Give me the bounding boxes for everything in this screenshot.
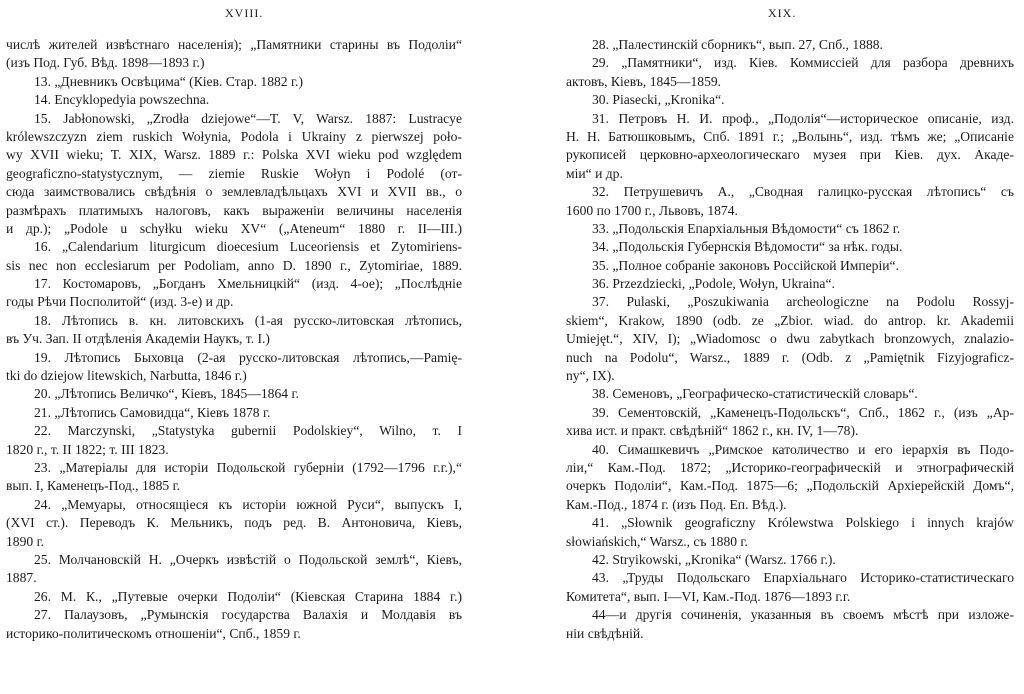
text-line: (XVI ст.). Переводъ К. Мельникъ, подъ ред. В. Антоновича, Кіевъ, bbox=[6, 515, 462, 531]
text-line: 25. Молчановскій Н. „Очеркъ извѣстій о Подольской землѣ“, Кіевъ, bbox=[34, 551, 462, 567]
text-line: geograficzno-statystycznym, — ziemie Ruskie Wołyn i Podolé (от- bbox=[6, 165, 462, 181]
text-line: 1600 по 1700 г., Львовъ, 1874. bbox=[566, 202, 738, 218]
text-line: 18. Лѣтопись в. кн. литовскихъ (1-ая русско-литовская лѣтопись, bbox=[34, 312, 462, 328]
text-line: хива ист. и практ. свѣдѣній“ 1862 г., кн. IV, 1—78). bbox=[566, 423, 859, 439]
text-line: 1887. bbox=[6, 570, 37, 586]
text-line: историко-политическомъ отношеніи“, Спб., 1859 г. bbox=[6, 625, 301, 641]
text-line: 38. Семеновъ, „Географическо-статистическій словарь“. bbox=[592, 386, 918, 402]
bibliography-text bbox=[6, 36, 462, 643]
page-number: XVIII. bbox=[225, 6, 264, 20]
text-line: вып. I, Каменецъ-Под., 1885 г. bbox=[6, 478, 181, 494]
text-line: очеркъ Подоліи“, Кам.-Под. 1875—6; „Подольскій Архіерейскій Домъ“, bbox=[566, 478, 1014, 494]
text-line: 15. Jabłonowski, „Zrodła dziejowe“—T. V, Warsz. 1887: Lustracye bbox=[34, 110, 462, 126]
text-line: Кам.-Под., 1874 г. (изъ Под. Еп. Вѣд.). bbox=[566, 496, 787, 512]
text-line: 17. Костомаровъ, „Богданъ Хмельницкій“ (изд. 4-ое); „Послѣдніе bbox=[34, 276, 462, 292]
text-line: 37. Pulaski, „Poszukiwania archeologiczne na Podolu Rossyj- bbox=[592, 294, 1014, 310]
text-line: 23. „Матеріалы для исторіи Подольской губерніи (1792—1796 г.г.),“ bbox=[34, 459, 462, 475]
text-line: 36. Przezdziecki, „Podole, Wołyn, Ukraina“. bbox=[592, 276, 835, 292]
text-line: 33. „Подольскія Епархіальныя Вѣдомости“ съ 1862 г. bbox=[592, 220, 901, 236]
text-line: 35. „Полное собраніе законовъ Россійской Имперіи“. bbox=[592, 257, 899, 273]
text-line: 32. Петрушевичъ А., „Сводная галицко-русская лѣтопись“ съ bbox=[592, 184, 1014, 200]
text-line: міи“ и др. bbox=[566, 165, 623, 181]
text-line: wy XVII wieku; T. XIX, Warsz. 1889 г.: Polska XVI wieku pod względem bbox=[6, 147, 462, 163]
page-number: XIX. bbox=[768, 6, 797, 20]
text-line: 16. „Calendarium liturgicum dioecesium Luceoriensis et Zytomiriens- bbox=[34, 239, 462, 255]
text-line: въ Уч. Зап. II отдѣленія Академіи Наукъ, т. I.) bbox=[6, 331, 270, 347]
text-line: годы Рѣчи Посполитой“ (изд. 3-е) и др. bbox=[6, 294, 234, 310]
text-line: рукописей церковно-археологическаго музея при Кіев. дух. Акаде- bbox=[566, 147, 1014, 163]
text-line: 27. Палаузовъ, „Румынскія государства Валахія и Молдавія въ bbox=[34, 607, 462, 623]
text-line: ніи свѣдѣній. bbox=[566, 625, 644, 641]
text-line: 40. Симашкевичъ „Римское католичество и его іерархія въ Подо- bbox=[592, 441, 1014, 457]
text-line: 29. „Памятники“, изд. Кіев. Коммиссіей для разбора древнихъ bbox=[592, 55, 1014, 71]
text-line: nuch na Podolu“, Warsz., 1889 г. (Odb. z „Pamiętnik Fizyjograficz- bbox=[566, 349, 1014, 365]
text-line: tki do dziejow litewskich, Narbutta, 1846 г.) bbox=[6, 368, 247, 384]
text-line: 1820 г., т. II 1822; т. III 1823. bbox=[6, 441, 169, 457]
text-line: сюда заимствовались свѣдѣнія о землевладѣльцахъ XVI и XVII вв., о bbox=[6, 184, 462, 200]
text-line: 14. Encyklopedyia powszechna. bbox=[34, 92, 210, 108]
text-line: ліи,“ Кам.-Под. 1872; „Историко-географическій и этнографическій bbox=[566, 459, 1014, 475]
text-line: 24. „Мемуары, относящіеся къ исторіи южной Руси“, выпускъ I, bbox=[34, 496, 462, 512]
text-line: ny“, IX). bbox=[566, 368, 615, 384]
text-line: królewszczyzn ziem ruskich Wołynia, Podola i Ukrainy z pierwszej poło- bbox=[6, 128, 462, 144]
text-line: 31. Петровъ Н. И. проф., „Подолія“—историческое описаніе, изд. bbox=[592, 110, 1014, 126]
text-line: 13. „Дневникъ Освѣцима“ (Кіев. Стар. 1882 г.) bbox=[34, 73, 303, 89]
text-line: 28. „Палестинскій сборникъ“, вып. 27, Спб., 1888. bbox=[592, 37, 883, 52]
text-line: Комитета“, вып. I—VI, Кам.-Под. 1876—1893 г.г. bbox=[566, 588, 851, 604]
right-page bbox=[560, 0, 1024, 694]
text-line: 43. „Труды Подольскаго Епархіальнаго Историко-статистическаго bbox=[592, 570, 1014, 586]
text-line: 1890 г. bbox=[6, 533, 45, 549]
text-line: 41. „Słownik geograficzny Królewstwa Polskiego i innych krajów bbox=[592, 515, 1014, 531]
bibliography-text bbox=[566, 36, 1014, 643]
text-line: 21. „Лѣтопись Самовидца“, Кіевъ 1878 г. bbox=[34, 404, 271, 420]
text-line: числѣ жителей извѣстнаго населенія); „Памятники старины въ Подоліи“ bbox=[6, 37, 462, 52]
text-line: актовъ, Кіевъ, 1845—1859. bbox=[566, 73, 722, 89]
text-line: (изъ Под. Губ. Вѣд. 1898—1893 г.) bbox=[6, 55, 205, 71]
text-line: размѣрахъ платимыхъ налоговъ, какъ выраженіи величины населенія bbox=[6, 202, 462, 218]
text-line: 42. Stryikowski, „Kronika“ (Warsz. 1766 г.). bbox=[592, 551, 836, 567]
text-line: sis nec non ecclesiarum per Podoliam, anno D. 1890 г., Zytomiriae, 1889. bbox=[6, 257, 462, 273]
text-line: и др.); „Podole u schyłku wieku XV“ („Ateneum“ 1880 г. II—III.) bbox=[6, 220, 462, 236]
text-line: słowiańskich,“ Warsz., съ 1880 г. bbox=[566, 533, 748, 549]
text-line: 30. Piasecki, „Kronika“. bbox=[592, 92, 725, 108]
text-line: 22. Marczynski, „Statystyka gubernii Podolskiey“, Wilno, т. I bbox=[34, 423, 462, 439]
text-line: Н. Н. Батюшковымъ, Спб. 1891 г.; „Волынь“, изд. тѣмъ же; „Описаніе bbox=[566, 128, 1014, 144]
text-line: 20. „Лѣтопись Величко“, Кіевъ, 1845—1864 г. bbox=[34, 386, 299, 402]
text-line: skiem“, Krakow, 1890 (odb. ze „Zbior. wiad. do antrop. kr. Akademii bbox=[566, 312, 1014, 328]
text-line: 34. „Подольскія Губернскія Вѣдомости“ за нѣк. годы. bbox=[592, 239, 903, 255]
text-line: Umiejęt.“, XIV, I); „Wiadomosc o dwu zabytkach bronzowych, znalazio- bbox=[566, 331, 1014, 347]
text-line: 26. М. К., „Путевые очерки Подоліи“ (Кіевская Старина 1884 г.) bbox=[34, 588, 462, 604]
text-line: 39. Сементовскій, „Каменецъ-Подольскъ“, Спб., 1862 г., (изъ „Ар- bbox=[592, 404, 1014, 420]
text-line: 19. Лѣтопись Быховца (2-ая русско-литовская лѣтопись,—Pamię- bbox=[34, 349, 462, 365]
text-line: 44—и другія сочиненія, указанныя въ своемъ мѣстѣ при изложе- bbox=[592, 607, 1014, 623]
